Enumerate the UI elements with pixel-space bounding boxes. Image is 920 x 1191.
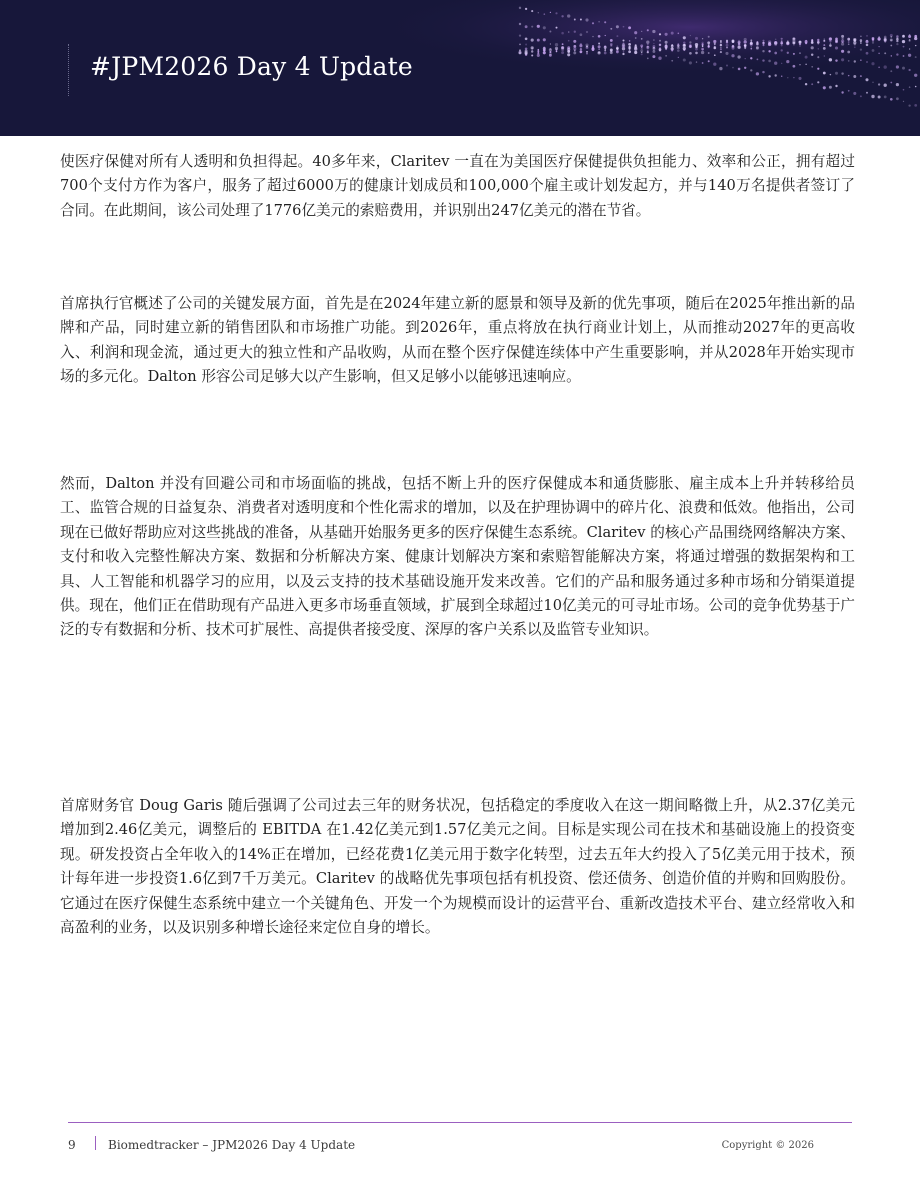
footer-divider <box>68 1122 852 1123</box>
paragraph-ceo-development: 首席执行官概述了公司的关键发展方面，首先是在2024年建立新的愿景和领导及新的优先事项，随后在2025年推出新的品牌和产品，同时建立新的销售团队和市场推广功能。到2026年，重点将放在执行商业计划上，从而推动2027年的更高收入、利润和现金流，通过更大的独立性和产品收购，从而在整个医疗保健连续体中产生重要影响，并从2028年开始实现市场的多元化。Dalton 形容公司足够大以产生影响，但又足够小以能够迅速响应。 <box>60 295 855 386</box>
footer-separator <box>95 1136 96 1150</box>
page-header-banner <box>0 0 920 136</box>
paragraph-company-overview: 使医疗保健对所有人透明和负担得起。40多年来，Claritev 一直在为美国医疗保健提供负担能力、效率和公正，拥有超过700个支付方作为客户，服务了超过6000万的健康计划成员和100,000个雇主或计划发起方，并与140万名提供者签订了合同。在此期间，该公司处理了1776亿美元的索赔费用，并识别出247亿美元的潜在节省。 <box>60 153 855 219</box>
header-dotted-divider <box>68 44 69 96</box>
copyright-notice: Copyright © 2026 <box>721 1140 814 1151</box>
page-footer <box>68 1134 852 1158</box>
page-title: #JPM2026 Day 4 Update <box>90 52 413 81</box>
page-number: 9 <box>68 1138 76 1152</box>
paragraph-cfo-financials: 首席财务官 Doug Garis 随后强调了公司过去三年的财务状况，包括稳定的季度收入在这一期间略微上升，从2.37亿美元增加到2.46亿美元，调整后的 EBITDA 在1.42亿美元到1.57亿美元之间。目标是实现公司在技术和基础设施上的投资变现。研发投资占全年收入的14%正在增加，已经花费1亿美元用于数字化转型，过去五年大约投入了5亿美元用于技术，预计每年进一步投资1.6亿到7千万美元。Claritev 的战略优先事项包括有机投资、偿还债务、创造价值的并购和回购股份。它通过在医疗保健生态系统中建立一个关键角色、开发一个为规模而设计的运营平台、重新改造技术平台、建立经常收入和高盈利的业务，以及识别多种增长途径来定位自身的增长。 <box>60 797 855 937</box>
paragraph-challenges: 然而，Dalton 并没有回避公司和市场面临的挑战，包括不断上升的医疗保健成本和通货膨胀、雇主成本上升并转移给员工、监管合规的日益复杂、消费者对透明度和个性化需求的增加，以及在护理协调中的碎片化、浪费和低效。他指出，公司现在已做好帮助应对这些挑战的准备，从基础开始服务更多的医疗保健生态系统。Claritev 的核心产品围绕网络解决方案、支付和收入完整性解决方案、数据和分析解决方案、健康计划解决方案和索赔智能解决方案，将通过增强的数据架构和工具、人工智能和机器学习的应用，以及云支持的技术基础设施开发来改善。它们的产品和服务通过多种市场和分销渠道提供。现在，他们正在借助现有产品进入更多市场垂直领域，扩展到全球超过10亿美元的可寻址市场。公司的竞争优势基于广泛的专有数据和分析、技术可扩展性、高提供者接受度、深厚的客户关系以及监管专业知识。 <box>60 475 855 639</box>
publication-name: Biomedtracker – JPM2026 Day 4 Update <box>108 1138 356 1152</box>
